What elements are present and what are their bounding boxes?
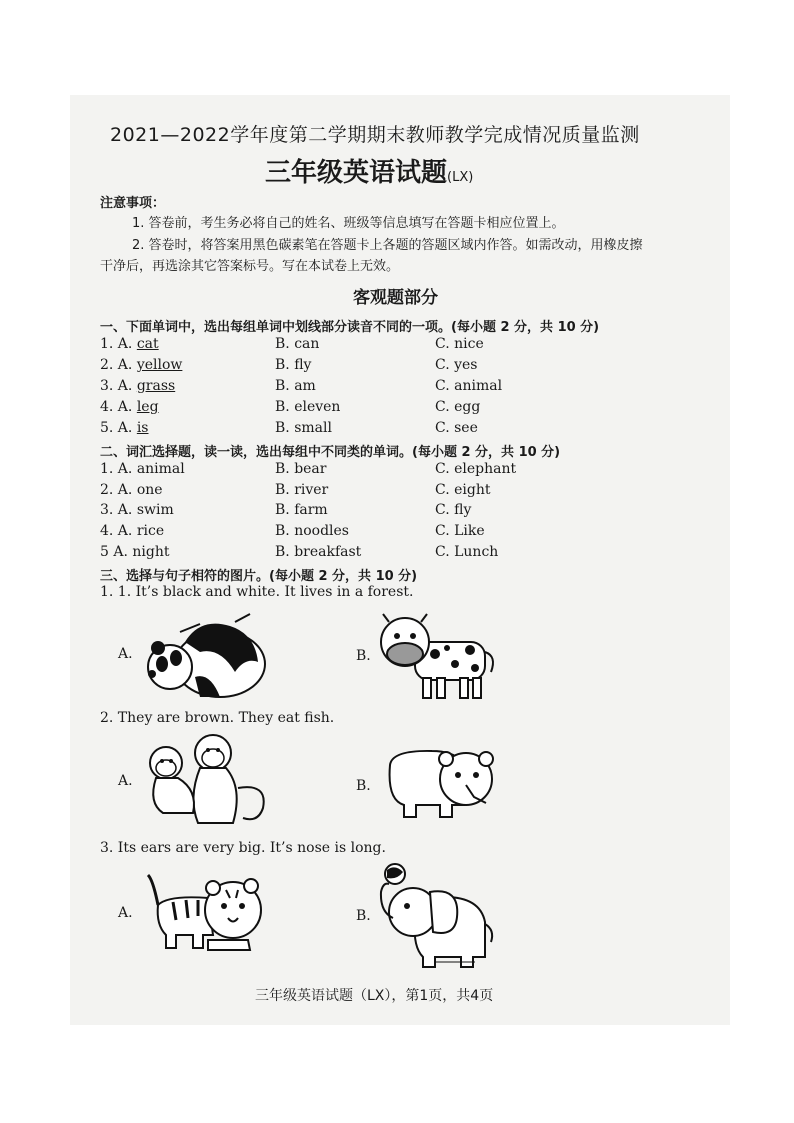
p2-q4-c: C. Like (435, 523, 485, 539)
p1-q2-a: 2. A. yellow (100, 357, 183, 373)
part2-heading: 二、词汇选择题，读一读，选出每组中不同类的单词。(每小题 2 分，共 10 分) (100, 445, 561, 460)
p3-q1-label-a: A. (118, 646, 133, 662)
tiger-image (138, 870, 273, 955)
monkeys-image (138, 728, 273, 833)
p2-q5-b: B. breakfast (275, 544, 362, 560)
p1-q3-a: 3. A. grass (100, 378, 176, 394)
p2-q5-a: 5 A. night (100, 544, 170, 560)
p3-q3-label-a: A. (118, 905, 133, 921)
p2-q2-a: 2. A. one (100, 482, 163, 498)
p1-q4-b: B. eleven (275, 399, 341, 415)
p2-q3-b: B. farm (275, 502, 328, 518)
p3-q3-label-b: B. (356, 908, 371, 924)
notice-heading: 注意事项： (100, 196, 166, 211)
notice-item-2a: 2. 答卷时，将答案用黑色碳素笔在答题卡上各题的答题区域内作答。如需改动，用橡皮擦 (132, 238, 643, 253)
p2-q3-c: C. fly (435, 502, 472, 518)
p2-q3-a: 3. A. swim (100, 502, 174, 518)
p1-q4-a: 4. A. leg (100, 399, 159, 415)
elephant-image (375, 862, 500, 974)
exam-title-suffix: (LX) (447, 170, 474, 185)
exam-title-main: 三年级英语试题 (265, 158, 448, 188)
p3-question-1: 1. 1. It’s black and white. It lives in a forest. (100, 584, 414, 600)
p1-q4-c: C. egg (435, 399, 481, 415)
p1-q2-b: B. fly (275, 357, 312, 373)
p1-q5-a: 5. A. is (100, 420, 149, 436)
exam-title (265, 152, 473, 189)
p1-q3-b: B. am (275, 378, 316, 394)
p1-q1-b: B. can (275, 336, 320, 352)
p2-q2-b: B. river (275, 482, 329, 498)
section-title: 客观题部分 (353, 288, 438, 308)
p1-q1-c: C. nice (435, 336, 484, 352)
p3-question-2: 2. They are brown. They eat fish. (100, 710, 335, 726)
p2-q5-c: C. Lunch (435, 544, 499, 560)
p3-q2-label-b: B. (356, 778, 371, 794)
part1-heading: 一、下面单词中，选出每组单词中划线部分读音不同的一项。(每小题 2 分，共 10 分) (100, 320, 600, 335)
p2-q4-b: B. noodles (275, 523, 349, 539)
notice-item-2b: 干净后，再选涂其它答案标号。写在本试卷上无效。 (100, 259, 400, 274)
p2-q4-a: 4. A. rice (100, 523, 165, 539)
bear-image (382, 745, 500, 825)
p1-q3-c: C. animal (435, 378, 503, 394)
notice-item-1: 1. 答卷前，考生务必将自己的姓名、班级等信息填写在答题卡相应位置上。 (132, 216, 565, 231)
exam-header-line: 2021—2022学年度第二学期期末教师教学完成情况质量监测 (110, 124, 640, 146)
part3-heading: 三、选择与句子相符的图片。(每小题 2 分，共 10 分) (100, 569, 418, 584)
p1-q5-c: C. see (435, 420, 478, 436)
p3-q1-label-b: B. (356, 648, 371, 664)
p1-q2-c: C. yes (435, 357, 478, 373)
p2-q2-c: C. eight (435, 482, 491, 498)
p1-q1-a: 1. A. cat (100, 336, 159, 352)
p2-q1-a: 1. A. animal (100, 461, 185, 477)
p2-q1-c: C. elephant (435, 461, 517, 477)
page-footer: 三年级英语试题（LX），第1页，共4页 (255, 988, 494, 1004)
cow-image (375, 612, 500, 707)
p2-q1-b: B. bear (275, 461, 327, 477)
p3-q2-label-a: A. (118, 773, 133, 789)
p1-q5-b: B. small (275, 420, 332, 436)
p3-question-3: 3. Its ears are very big. It’s nose is long. (100, 840, 386, 856)
panda-image (140, 612, 270, 702)
